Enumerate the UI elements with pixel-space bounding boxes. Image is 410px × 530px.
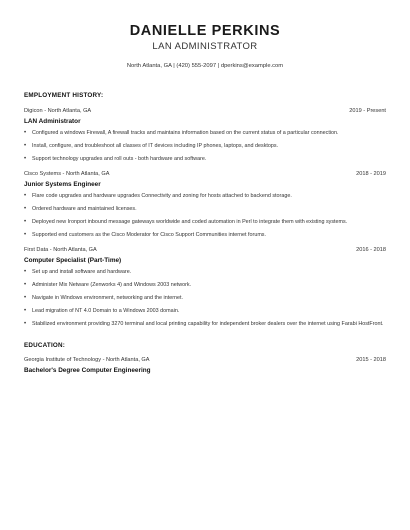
education-meta bbox=[24, 356, 386, 364]
job-company: Cisco Systems - North Atlanta, GA bbox=[24, 171, 110, 177]
job-meta bbox=[24, 107, 386, 115]
contact-phone: (420) 555-2097 bbox=[176, 63, 217, 69]
education-entry bbox=[24, 356, 386, 375]
bullet-item: • Flare code upgrades and hardware upgrades Connectivity and zoning for hosts attached to backend storage. bbox=[24, 193, 386, 200]
job-dates: 2018 - 2019 bbox=[356, 171, 386, 177]
job-company: Digicon - North Atlanta, GA bbox=[24, 108, 92, 114]
job-bullets bbox=[24, 130, 386, 163]
job-dates: 2016 - 2018 bbox=[356, 247, 386, 253]
job-bullets bbox=[24, 269, 386, 328]
candidate-title: LAN ADMINISTRATOR bbox=[152, 41, 258, 52]
bullet-item: • Administer Mix Netware (Zenworks 4) and Windows 2003 network. bbox=[24, 282, 386, 289]
job-title: Computer Specialist (Part-Time) bbox=[24, 257, 122, 264]
job-meta bbox=[24, 170, 386, 178]
job-bullets bbox=[24, 193, 386, 239]
job-entry bbox=[24, 170, 386, 239]
education-dates: 2015 - 2018 bbox=[356, 357, 386, 363]
resume-header bbox=[24, 0, 386, 70]
contact-separator: | bbox=[173, 63, 175, 69]
bullet-item: • Navigate in Windows environment, networking and the internet. bbox=[24, 295, 386, 302]
education-degree: Bachelor's Degree Computer Engineering bbox=[24, 367, 151, 374]
bullet-item: • Supported end customers as the Cisco Moderator for Cisco Support Communities internet forums. bbox=[24, 232, 386, 239]
education-school: Georgia Institute of Technology - North Atlanta, GA bbox=[24, 357, 150, 363]
job-title: Junior Systems Engineer bbox=[24, 181, 101, 188]
contact-location: North Atlanta, GA bbox=[126, 63, 172, 69]
candidate-name: DANIELLE PERKINS bbox=[129, 23, 281, 39]
job-title: LAN Administrator bbox=[24, 118, 81, 125]
bullet-item: • Stabilized environment providing 3270 terminal and local printing capability for independent broker dealers over the internet using Farabi HostFront. bbox=[24, 321, 386, 328]
contact-line bbox=[24, 62, 386, 70]
contact-separator: | bbox=[217, 63, 220, 69]
job-company: First Data - North Atlanta, GA bbox=[24, 247, 97, 253]
job-entry bbox=[24, 246, 386, 328]
bullet-item: • Support technology upgrades and roll outs - both hardware and software. bbox=[24, 156, 386, 163]
employment-heading: EMPLOYMENT HISTORY: bbox=[24, 92, 104, 99]
bullet-item: • Install, configure, and troubleshoot all classes of IT devices including IP phones, laptops, and desktops. bbox=[24, 143, 386, 150]
job-entry bbox=[24, 107, 386, 163]
education-heading: EDUCATION: bbox=[24, 342, 66, 349]
contact-email: dperkins@example.com bbox=[220, 63, 284, 69]
bullet-item: • Deployed new Ironport inbound message gateways worldwide and coded automation in Perl to integrate them with existing systems. bbox=[24, 219, 386, 226]
job-dates: 2019 - Present bbox=[349, 108, 386, 114]
bullet-item: • Set up and install software and hardware. bbox=[24, 269, 386, 276]
bullet-item: • Ordered hardware and maintained licenses. bbox=[24, 206, 386, 213]
job-meta bbox=[24, 246, 386, 254]
bullet-item: • Configured a windows Firewall, A firewall tracks and maintains information based on the current status of a particular connection. bbox=[24, 130, 386, 137]
bullet-item: • Lead migration of NT 4.0 Domain to a Windows 2003 domain. bbox=[24, 308, 386, 315]
